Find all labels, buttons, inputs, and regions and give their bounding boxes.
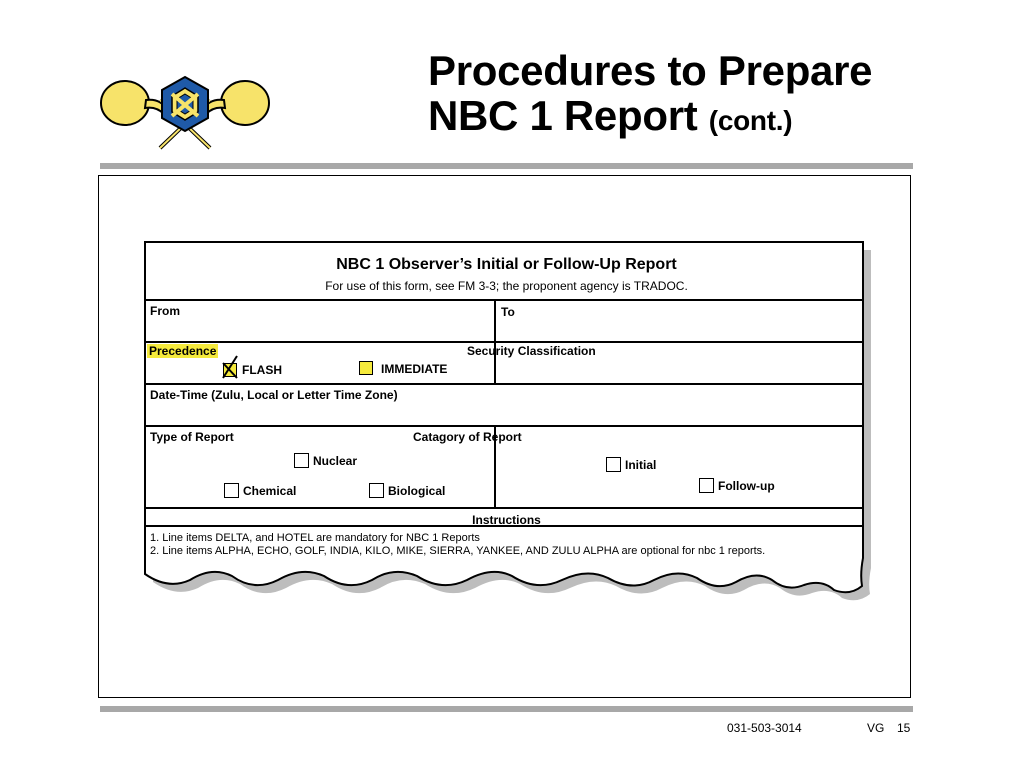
biological-label: Biological bbox=[388, 484, 446, 498]
category-of-report-label: Catagory of Report bbox=[413, 430, 522, 444]
instruction-item-1: 1. Line items DELTA, and HOTEL are mandatory for NBC 1 Reports bbox=[150, 532, 480, 544]
form-title: NBC 1 Observer’s Initial or Follow-Up Report bbox=[336, 256, 677, 273]
to-label: To bbox=[501, 305, 515, 319]
biological-checkbox[interactable] bbox=[369, 483, 384, 498]
footer-course-code: 031-503-3014 bbox=[727, 721, 802, 735]
from-label: From bbox=[150, 304, 180, 318]
initial-label: Initial bbox=[625, 458, 657, 472]
chemical-label: Chemical bbox=[243, 484, 297, 498]
left-retort bbox=[101, 81, 168, 125]
nuclear-checkbox[interactable] bbox=[294, 453, 309, 468]
immediate-checkbox[interactable] bbox=[359, 361, 373, 375]
flash-label: FLASH bbox=[242, 363, 282, 377]
title-line-2 bbox=[428, 93, 872, 143]
branch-insignia-icon bbox=[98, 70, 272, 154]
title-line-1: Procedures to Prepare bbox=[428, 47, 873, 94]
title-suffix: (cont.) bbox=[708, 105, 793, 136]
type-of-report-label: Type of Report bbox=[150, 430, 234, 444]
page-title bbox=[428, 48, 872, 143]
immediate-label: IMMEDIATE bbox=[381, 362, 448, 376]
precedence-label: Precedence bbox=[149, 344, 217, 358]
chemical-checkbox[interactable] bbox=[224, 483, 239, 498]
followup-checkbox[interactable] bbox=[699, 478, 714, 493]
check-mark-icon bbox=[219, 354, 241, 380]
top-divider bbox=[100, 163, 913, 169]
datetime-label: Date-Time (Zulu, Local or Letter Time Zone) bbox=[150, 388, 398, 402]
footer-section: VG bbox=[867, 721, 885, 735]
instruction-item-2: 2. Line items ALPHA, ECHO, GOLF, INDIA, KILO, MIKE, SIERRA, YANKEE, AND ZULU ALPHA are optional for nbc 1 reports. bbox=[150, 545, 766, 557]
nuclear-label: Nuclear bbox=[313, 454, 358, 468]
initial-checkbox[interactable] bbox=[606, 457, 621, 472]
footer-page-number: 15 bbox=[897, 721, 911, 735]
form-subtitle: For use of this form, see FM 3-3; the proponent agency is TRADOC. bbox=[325, 279, 688, 293]
title-main: NBC 1 Report bbox=[428, 92, 698, 139]
instructions-label: Instructions bbox=[472, 513, 541, 527]
followup-label: Follow-up bbox=[718, 479, 775, 493]
right-retort bbox=[202, 81, 269, 125]
security-classification-label: Security Classification bbox=[467, 344, 596, 358]
bottom-divider bbox=[100, 706, 913, 712]
